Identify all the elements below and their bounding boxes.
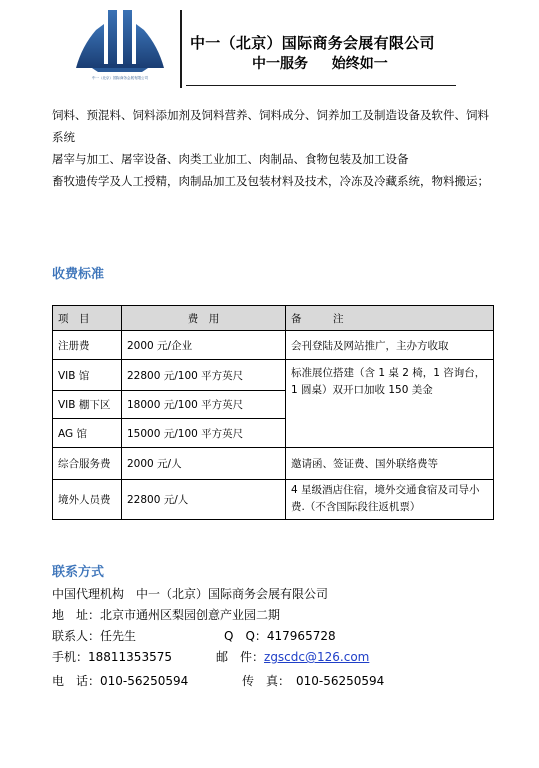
fee-item: VIB 馆 — [53, 360, 122, 391]
slogan-left: 中一服务 — [252, 56, 308, 72]
exhibit-scope — [52, 104, 492, 192]
logo-caption: 中一（北京）国际商务会展有限公司 — [92, 76, 148, 80]
fee-amount: 22800 元/100 平方英尺 — [122, 360, 286, 391]
scope-line: 饲料、预混料、饲料添加剂及饲料营养、饲料成分、饲养加工及制造设备及软件、饲料系统 — [52, 108, 489, 144]
fee-note: 邀请函、签证费、国外联络费等 — [286, 448, 494, 480]
table-row — [53, 480, 494, 520]
table-row — [53, 331, 494, 360]
company-name: 中一（北京）国际商务会展有限公司 — [190, 34, 435, 52]
fee-item: 综合服务费 — [53, 448, 122, 480]
table-header-row — [53, 306, 494, 331]
company-logo — [70, 6, 170, 98]
fee-amount: 15000 元/100 平方英尺 — [122, 419, 286, 448]
contact-person: 联系人：任先生 — [52, 629, 137, 643]
fee-item: VIB 棚下区 — [53, 391, 122, 419]
slogan-right: 始终如一 — [331, 56, 388, 72]
fee-note: 4 星级酒店住宿，境外交通食宿及司导小费.（不含国际段往返机票） — [286, 480, 494, 520]
mobile-number: 手机：18811353575 — [52, 650, 172, 664]
fee-section-title: 收费标准 — [52, 267, 105, 282]
letterhead — [0, 0, 539, 100]
header-fee: 费 用 — [122, 306, 286, 331]
fee-item: 注册费 — [53, 331, 122, 360]
email-line — [216, 648, 369, 665]
fee-table — [52, 305, 494, 520]
scope-line: 屠宰与加工、屠宰设备、肉类工业加工、肉制品、食物包装及加工设备 — [52, 152, 409, 166]
fee-amount: 18000 元/100 平方英尺 — [122, 391, 286, 419]
scope-line: 畜牧遗传学及人工授精，肉制品加工及包装材料及技术，冷冻及冷藏系统，物料搬运； — [52, 174, 489, 188]
header-note: 备 注 — [286, 306, 494, 331]
agent-line: 中国代理机构 中一（北京）国际商务会展有限公司 — [52, 587, 329, 601]
header-underline — [186, 85, 456, 86]
header-vertical-divider — [180, 10, 182, 88]
phone-number: 电 话：010-56250594 — [52, 674, 189, 688]
fee-amount: 2000 元/人 — [122, 448, 286, 480]
address-line: 地 址：北京市通州区梨园创意产业园二期 — [52, 608, 281, 622]
fax-number: 传 真： 010-56250594 — [242, 674, 385, 688]
fee-amount: 22800 元/人 — [122, 480, 286, 520]
contact-section-title: 联系方式 — [52, 565, 105, 580]
header-item: 项 目 — [53, 306, 122, 331]
table-row — [53, 448, 494, 480]
email-link[interactable]: zgscdc@126.com — [264, 650, 370, 664]
email-label: 邮 件： — [216, 650, 265, 664]
slogan — [252, 53, 388, 73]
fee-note: 标准展位搭建（含 1 桌 2 椅，1 咨询台，1 圆桌）双开口加收 150 美金 — [286, 360, 494, 448]
fee-item: 境外人员费 — [53, 480, 122, 520]
fee-item: AG 馆 — [53, 419, 122, 448]
fee-note: 会刊登陆及网站推广，主办方收取 — [286, 331, 494, 360]
table-row — [53, 360, 494, 391]
qq-number: Q Q：417965728 — [224, 629, 336, 643]
fee-amount: 2000 元/企业 — [122, 331, 286, 360]
